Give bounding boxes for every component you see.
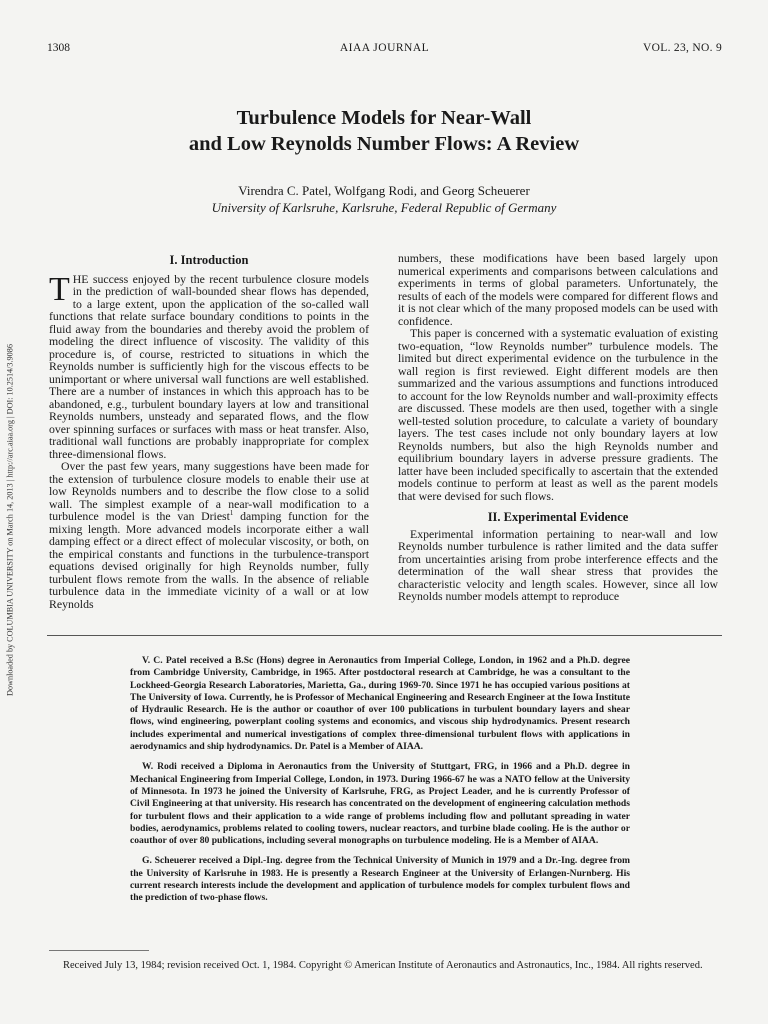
intro-paragraph-1-text: HE success enjoyed by the recent turbulence closure models in the prediction of wall-bounded shear flows has depended, to a large extent, upon the application of the so-called wall functions that relate surface boundary conditions to points in the fluid away from the boundaries and thereby avoid the problem of modeling the direct influence of viscosity. The validity of this procedure is, of course, restricted to situations in which the Reynolds number is sufficiently high for the viscous effects to be unimportant or where universal wall functions are well established. There are a number of instances in which this approach has to be abandoned, e.g., turbulent boundary layers at low and transitional Reynolds numbers, unsteady and separated flows, and the flow over spinning surfaces or surfaces with mass or heat transfer. Also, traditional wall functions are probably inappropriate for complex three-dimensional flows. <box>49 271 369 461</box>
received-footnote <box>49 960 723 972</box>
download-watermark <box>0 330 20 710</box>
intro-paragraph-2 <box>49 460 369 610</box>
journal-name: AIAA JOURNAL <box>339 42 430 54</box>
running-header <box>47 42 722 58</box>
section-heading-introduction: I. Introduction <box>169 253 249 267</box>
right-paragraph-1: numbers, these modifications have been based largely upon numerical experiments and comparisons between calculations and experiments in terms of global parameters. Unfortunately, the results of each of the models were compared for different flows and it is not clear which of the many proposed models can be used with confidence. <box>398 251 718 328</box>
title-line-2: and Low Reynolds Number Flows: A Review <box>188 133 580 155</box>
paper-title <box>40 105 728 157</box>
bio-patel: V. C. Patel received a B.Sc (Hons) degree in Aeronautics from Imperial College, London, in 1962 and a Ph.D. degree from Cambridge University, Cambridge, in 1965. After postdoctoral research at Cambridge, he was a consultant to the Lockheed-Georgia Research Laboratories, Marietta, Ga., during 1969-70. Since 1971 he has occupied various positions at The University of Iowa. Currently, he is Professor of Mechanical Engineering and Research Engineer at the Iowa Institute of Hydraulic Research. He is the author or coauthor of over 100 publications in turbulent boundary layers and shear flows, wind engineering, powerplant cooling systems and economics, and viscous ship hydrodynamics. Present research includes experimental and numerical investigations of complex three-dimensional turbulent flows with applications in aerodynamics and ship hydrodynamics. Dr. Patel is a Member of AIAA. <box>130 655 630 753</box>
bio-rodi: W. Rodi received a Diploma in Aeronautics from the University of Stuttgart, FRG, in 1966 and a Ph.D. degree in Mechanical Engineering from Imperial College, London, in 1973. During 1966-67 he was a NATO fellow at the University of Minnesota. In 1973 he joined the University of Karlsruhe, FRG, as Project Leader, and he is currently Professor of Civil Engineering at that university. His research has concentrated on the development of engineering calculation methods for turbulent flows and their application to a wide range of problems including flow and pollutant spreading in water bodies, aerodynamics, problems related to cooling towers, nuclear reactors, and turbine blade cooling. He is the author or coauthor of over 80 publications, including several monographs on turbulence modeling. He is a Member of AIAA. <box>130 761 630 847</box>
experimental-paragraph-1: Experimental information pertaining to near-wall and low Reynolds number turbulence is rather limited and the data suffer from uncertainties arising from probe interference effects and the determination of the wall shear stress that provides the characteristic velocity and length scales. However, since all low Reynolds number models attempt to reproduce <box>398 526 718 603</box>
intro-paragraph-2-text-b: damping function for the mixing length. More advanced models incorporate either a wall damping effect or a direct effect of molecular viscosity, or both, on the empirical constants and functions in the turbulence-transport equations devised originally for high Reynolds number, fully turbulent flows remote from the walls. In the absence of reliable turbulence data in the immediate vicinity of a wall or at low Reynolds <box>49 509 369 611</box>
footnote-text: Received July 13, 1984; revision received Oct. 1, 1984. Copyright © American Institute of Aeronautics and Astronautics, Inc., 1984. All rights reserved. <box>63 960 703 971</box>
right-column <box>398 252 718 603</box>
left-column <box>49 252 369 610</box>
divider <box>47 635 722 636</box>
title-line-1: Turbulence Models for Near-Wall <box>236 107 532 129</box>
author-biographies <box>130 655 630 913</box>
affiliation: University of Karlsruhe, Karlsruhe, Federal Republic of Germany <box>211 200 557 215</box>
drop-cap: T <box>49 270 70 308</box>
volume-issue: VOL. 23, NO. 9 <box>643 42 722 54</box>
author-list: Virendra C. Patel, Wolfgang Rodi, and Georg Scheuerer <box>238 183 530 198</box>
intro-paragraph-2-text-a: Over the past few years, many suggestions have been made for the extension of turbulence closure models to enable their use at low Reynolds numbers and to describe the flow close to a solid wall. The simplest example of a near-wall modification to a turbulence model is the van Driest <box>49 459 369 523</box>
intro-paragraph-1 <box>49 270 369 461</box>
right-paragraph-2: This paper is concerned with a systematic evaluation of existing two-equation, “low Reynolds number” turbulence models. The limited but direct experimental evidence on the turbulence in the wall region is first reviewed. Eight different models are then summarized and the various assumptions and functions introduced to account for the low Reynolds number and wall-proximity effects are discussed. These models are then used, together with a single well-tested solution procedure, to calculate a variety of boundary layers. The test cases include not only boundary layers at low Reynolds numbers, but also the high Reynolds number and equilibrium boundary layers in adverse pressure gradients. The latter have been included specifically to ascertain that the extended models continue to perform at least as well as the parent models that were devised for such flows. <box>398 326 718 503</box>
page-number: 1308 <box>47 42 70 54</box>
footnote-divider <box>49 950 149 951</box>
download-note: Downloaded by COLUMBIA UNIVERSITY on March 14, 2013 | http://arc.aiaa.org | DOI: 10.2514/3.9086 <box>5 344 15 696</box>
reference-marker[interactable]: 1 <box>229 509 234 518</box>
section-heading-experimental-evidence: II. Experimental Evidence <box>487 510 629 524</box>
bio-scheuerer: G. Scheuerer received a Dipl.-Ing. degree from the Technical University of Munich in 1979 and a Dr.-Ing. degree from the University of Karlsruhe in 1983. He is presently a Research Engineer at the University of Erlangen-Nurnberg. His current research interests include the development and application of turbulence models for complex turbulent flows and the prediction of two-phase flows. <box>130 855 630 904</box>
